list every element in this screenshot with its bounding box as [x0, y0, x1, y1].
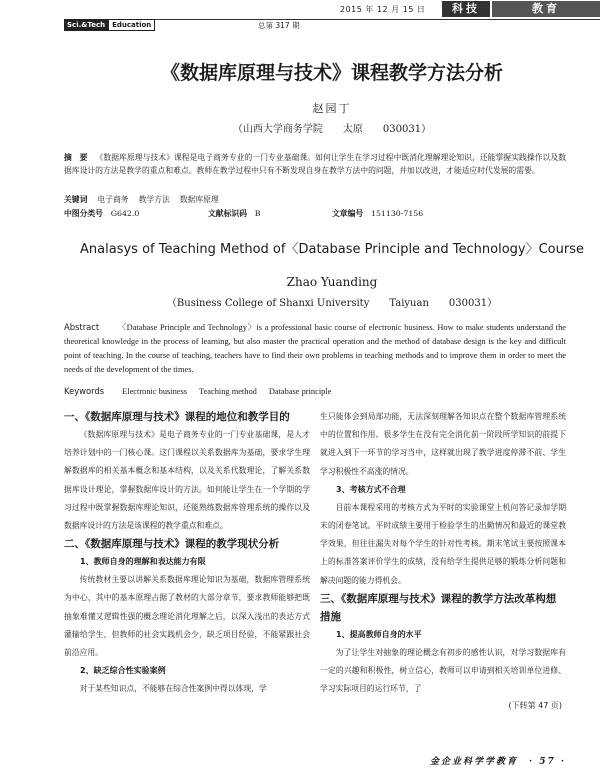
- art-label: 文章编号: [332, 209, 364, 218]
- subsection-2-1-paragraph: 传统教材主要以讲解关系数据库理论知识为基础，数据库管理系统为中心，其中的基本原理占据了教材的大部分章节，要求教师能够把既抽象难懂又逻辑性强的概念理论消化理解之后，以深入浅出的表达方式灌输给学生，但教师的社会实践机会少，缺乏项目经验，不能紧跟社会前沿应用。: [64, 575, 310, 658]
- page-header: [0, 0, 600, 40]
- issue-number: 总第 317 期: [258, 21, 300, 30]
- abstract-en: [64, 320, 566, 377]
- body-right-column: [320, 408, 566, 714]
- subsection-3-1-paragraph: 为了让学生对抽象的理论概念有初步的感性认识，对学习数据库有一定的兴趣和积极性，树立信心，教师可以申请到相关培训单位进修、学习实际项目的运行环节，了: [320, 647, 566, 694]
- keywords-en-label: Keywords: [64, 386, 105, 396]
- keyword-cn-3: 数据库原理: [179, 195, 219, 204]
- brand-left: Sci.&Tech: [64, 19, 108, 31]
- clc-code: [64, 208, 139, 219]
- abstract-cn-text: 《数据库原理与技术》课程是电子商务专业的一门专业基础课。如何让学生在学习过程中既消化理解理论知识，还能掌握实践操作以及数据库设计的方法是教学的重点和难点。教师在教学过程中只有不断发现自身在教学方法中的问题，并加以改进，才能适应时代发展的需要。: [64, 153, 566, 175]
- brand-right: Education: [108, 19, 155, 31]
- abstract-en-text: 〈Database Principle and Technology〉is a professional basic course of electronic business. How to make students understand the theoretical knowledge in the process of learning, but also master the practical operation and the method of database design is the key and difficult point of teaching. In the course of teaching, teachers have to find their own problems in teaching methods and to improve them in order to meet the needs of the development of the times.: [64, 323, 566, 374]
- section-2-heading: 二、《数据库原理与技术》课程的教学现状分析: [64, 538, 280, 551]
- en-affiliation: （Business College of Shanxi University Taiyuan 030031）: [166, 298, 498, 309]
- doc-value: B: [254, 209, 261, 218]
- en-title: Analasys of Teaching Method of〈Database Principle and Technology〉Course: [80, 242, 584, 257]
- continued-note: (下转第 47 页): [508, 701, 562, 711]
- art-value: 151130-7156: [370, 209, 424, 218]
- body-left-column: [64, 408, 310, 698]
- doc-label: 文献标识码: [208, 209, 247, 218]
- subsection-2-2-heading: 2、缺乏综合性实验案例: [80, 666, 166, 676]
- abstract-cn-label: 摘 要: [64, 153, 88, 162]
- abstract-cn: [64, 151, 566, 177]
- author-affiliation: （山西大学商务学院 太原 030031）: [232, 124, 432, 135]
- keyword-cn-2: 教学方法: [138, 195, 170, 204]
- clc-label: 中图分类号: [64, 209, 103, 218]
- subsection-2-1-heading: 1、教师自身的理解和表达能力有限: [80, 557, 206, 567]
- abstract-en-label: Abstract: [64, 322, 100, 332]
- page-footer: 金企业科学学教育 · 57 ·: [430, 757, 567, 767]
- en-author: Zhao Yuanding: [286, 275, 378, 289]
- subsection-2-3-paragraph: 目前本课程采用的考核方式为平时的实验课堂上机问答记录加学期末的闭卷笔试。平时成绩主要用于检验学生的出勤情况和最近的课堂教学效果，但往往漏失对每个学生的针对性考核。期末笔试主要按照课本上的标准答案评价学生的成绩，没有给学生提供足够的锻炼分析问题和解决问题的能力得机会。: [320, 502, 566, 585]
- keyword-en-3: Database principle: [268, 387, 332, 396]
- keyword-cn-1: 电子商务: [97, 195, 129, 204]
- section-tab-tech: 科技: [442, 1, 490, 17]
- keyword-en-2: Teaching method: [199, 387, 257, 396]
- section-tab-education: 教育: [492, 1, 600, 17]
- section-3-heading: 三、《数据库原理与技术》课程的教学方法改革构想措施: [320, 592, 557, 623]
- article-code: [332, 208, 423, 219]
- keywords-cn-label: 关键词: [64, 195, 88, 204]
- keyword-en-1: Electronic business: [122, 387, 188, 396]
- doc-code: [208, 208, 261, 219]
- author-name: 赵园丁: [312, 102, 352, 115]
- keywords-cn: [64, 194, 219, 205]
- journal-brand: [64, 19, 155, 31]
- subsection-2-2-paragraph: 对于某些知识点，不能够在综合性案例中得以体现，学: [79, 684, 267, 694]
- clc-value: G642.0: [110, 209, 140, 218]
- section-1-heading: 一、《数据库原理与技术》课程的地位和教学目的: [64, 411, 290, 423]
- paper-title: 《数据库原理与技术》课程教学方法分析: [160, 62, 503, 84]
- subsection-3-1-heading: 1、提高教师自身的水平: [336, 629, 422, 639]
- issue-date: 2015 年 12 月 15 日: [340, 5, 426, 14]
- section-1-paragraph: 《数据库原理与技术》是电子商务专业的一门专业基础课，是人才培养计划中的一门核心课。这门课程以关系数据库为基础，要求学生理解数据库的相关基本概念和基本结构，以及关系代数理论，了解关系数据库设计理论，掌握数据库设计的方法。如何能让学生在一个学期的学习过程中既掌握数据库理论知识，还能熟练数据库管理系统的操作以及数据库设计的方法是该课程的教学重点和难点。: [64, 430, 310, 531]
- subsection-2-3-heading: 3、考核方式不合理: [336, 484, 406, 494]
- subsection-2-2-continued: 生只能体会到局部功能，无法深刻理解各知识点在整个数据库管理系统中的位置和作用。很多学生在没有完全消化前一阶段所学知识的前提下就进入到下一环节的学习当中，这样就出现了教学进度停滞不前、学生学习积极性不高涨的情况。: [320, 412, 566, 476]
- keywords-en: [64, 386, 331, 396]
